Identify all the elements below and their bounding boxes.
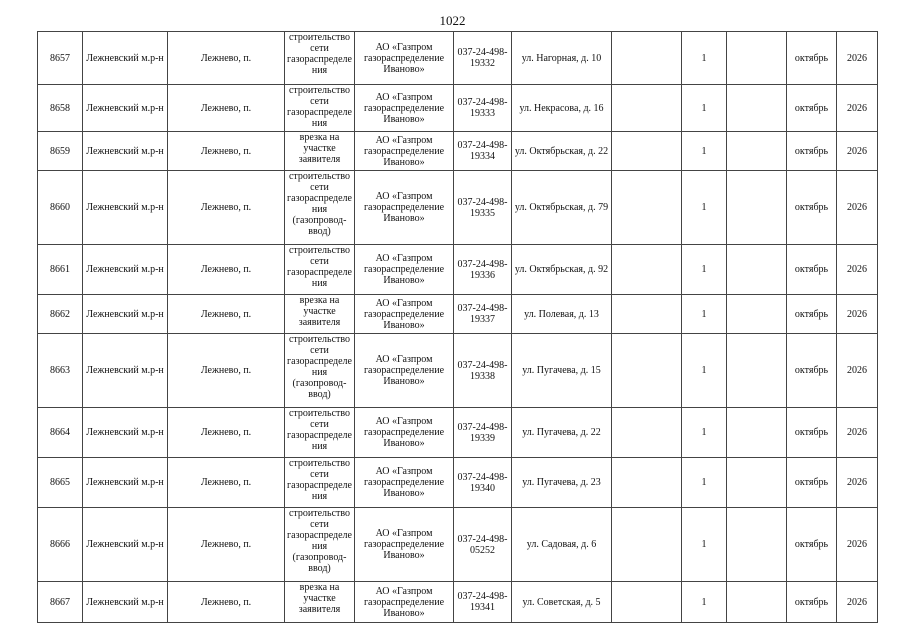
address-cell: ул. Пугачева, д. 15 — [512, 334, 612, 408]
locality-cell: Лежнево, п. — [168, 295, 285, 334]
quantity-cell: 1 — [682, 32, 727, 85]
row-number: 8657 — [38, 32, 83, 85]
quantity-cell: 1 — [682, 334, 727, 408]
month-cell: октябрь — [787, 508, 837, 582]
organization-cell: АО «Газпром газораспределение Иваново» — [355, 508, 454, 582]
object-code-cell: 037-24-498-19334 — [454, 132, 512, 171]
district-cell: Лежневский м.р-н — [83, 408, 168, 458]
organization-cell: АО «Газпром газораспределение Иваново» — [355, 295, 454, 334]
work-type-cell: строительство сети газораспределения — [285, 408, 355, 458]
month-cell: октябрь — [787, 85, 837, 132]
quantity-cell: 1 — [682, 508, 727, 582]
year-cell: 2026 — [837, 85, 878, 132]
empty-cell — [727, 582, 787, 623]
district-cell: Лежневский м.р-н — [83, 132, 168, 171]
quantity-cell: 1 — [682, 85, 727, 132]
district-cell: Лежневский м.р-н — [83, 295, 168, 334]
row-number: 8662 — [38, 295, 83, 334]
empty-cell — [612, 245, 682, 295]
address-cell: ул. Октябрьская, д. 22 — [512, 132, 612, 171]
district-cell: Лежневский м.р-н — [83, 245, 168, 295]
work-type-cell: врезка на участке заявителя — [285, 295, 355, 334]
quantity-cell: 1 — [682, 582, 727, 623]
empty-cell — [727, 458, 787, 508]
row-number: 8665 — [38, 458, 83, 508]
quantity-cell: 1 — [682, 408, 727, 458]
year-cell: 2026 — [837, 458, 878, 508]
empty-cell — [727, 295, 787, 334]
empty-cell — [612, 85, 682, 132]
object-code-cell: 037-24-498-19333 — [454, 85, 512, 132]
year-cell: 2026 — [837, 582, 878, 623]
quantity-cell: 1 — [682, 245, 727, 295]
empty-cell — [612, 132, 682, 171]
row-number: 8661 — [38, 245, 83, 295]
address-cell: ул. Нагорная, д. 10 — [512, 32, 612, 85]
locality-cell: Лежнево, п. — [168, 334, 285, 408]
work-type-cell: строительство сети газораспределения (газопровод-ввод) — [285, 171, 355, 245]
work-type-cell: строительство сети газораспределения — [285, 32, 355, 85]
month-cell: октябрь — [787, 245, 837, 295]
row-number: 8664 — [38, 408, 83, 458]
table-row — [38, 171, 878, 245]
empty-cell — [727, 408, 787, 458]
empty-cell — [727, 85, 787, 132]
table-row — [38, 32, 878, 85]
quantity-cell: 1 — [682, 171, 727, 245]
empty-cell — [612, 582, 682, 623]
empty-cell — [612, 295, 682, 334]
locality-cell: Лежнево, п. — [168, 508, 285, 582]
quantity-cell: 1 — [682, 132, 727, 171]
quantity-cell: 1 — [682, 458, 727, 508]
month-cell: октябрь — [787, 458, 837, 508]
empty-cell — [612, 508, 682, 582]
table-row — [38, 408, 878, 458]
object-code-cell: 037-24-498-19340 — [454, 458, 512, 508]
table-row — [38, 85, 878, 132]
address-cell: ул. Полевая, д. 13 — [512, 295, 612, 334]
table-row — [38, 132, 878, 171]
table-row — [38, 508, 878, 582]
locality-cell: Лежнево, п. — [168, 132, 285, 171]
locality-cell: Лежнево, п. — [168, 85, 285, 132]
work-type-cell: строительство сети газораспределения (газопровод-ввод) — [285, 334, 355, 408]
district-cell: Лежневский м.р-н — [83, 582, 168, 623]
empty-cell — [612, 334, 682, 408]
work-type-cell: строительство сети газораспределения (газопровод-ввод) — [285, 508, 355, 582]
table-row — [38, 582, 878, 623]
table-body — [38, 32, 878, 623]
month-cell: октябрь — [787, 32, 837, 85]
organization-cell: АО «Газпром газораспределение Иваново» — [355, 582, 454, 623]
year-cell: 2026 — [837, 132, 878, 171]
empty-cell — [612, 32, 682, 85]
address-cell: ул. Октябрьская, д. 79 — [512, 171, 612, 245]
data-table — [37, 31, 878, 623]
address-cell: ул. Советская, д. 5 — [512, 582, 612, 623]
district-cell: Лежневский м.р-н — [83, 85, 168, 132]
address-cell: ул. Некрасова, д. 16 — [512, 85, 612, 132]
table-row — [38, 295, 878, 334]
address-cell: ул. Садовая, д. 6 — [512, 508, 612, 582]
table-row — [38, 334, 878, 408]
organization-cell: АО «Газпром газораспределение Иваново» — [355, 245, 454, 295]
year-cell: 2026 — [837, 508, 878, 582]
locality-cell: Лежнево, п. — [168, 408, 285, 458]
year-cell: 2026 — [837, 295, 878, 334]
object-code-cell: 037-24-498-19338 — [454, 334, 512, 408]
month-cell: октябрь — [787, 132, 837, 171]
year-cell: 2026 — [837, 171, 878, 245]
locality-cell: Лежнево, п. — [168, 458, 285, 508]
row-number: 8659 — [38, 132, 83, 171]
organization-cell: АО «Газпром газораспределение Иваново» — [355, 132, 454, 171]
empty-cell — [727, 32, 787, 85]
row-number: 8667 — [38, 582, 83, 623]
table-row — [38, 458, 878, 508]
work-type-cell: врезка на участке заявителя — [285, 132, 355, 171]
year-cell: 2026 — [837, 32, 878, 85]
organization-cell: АО «Газпром газораспределение Иваново» — [355, 334, 454, 408]
empty-cell — [727, 245, 787, 295]
work-type-cell: строительство сети газораспределения — [285, 458, 355, 508]
address-cell: ул. Октябрьская, д. 92 — [512, 245, 612, 295]
quantity-cell: 1 — [682, 295, 727, 334]
address-cell: ул. Пугачева, д. 22 — [512, 408, 612, 458]
month-cell: октябрь — [787, 295, 837, 334]
object-code-cell: 037-24-498-19332 — [454, 32, 512, 85]
empty-cell — [727, 508, 787, 582]
row-number: 8658 — [38, 85, 83, 132]
empty-cell — [612, 408, 682, 458]
organization-cell: АО «Газпром газораспределение Иваново» — [355, 171, 454, 245]
work-type-cell: врезка на участке заявителя — [285, 582, 355, 623]
object-code-cell: 037-24-498-19339 — [454, 408, 512, 458]
row-number: 8666 — [38, 508, 83, 582]
page-number: 1022 — [439, 13, 466, 28]
district-cell: Лежневский м.р-н — [83, 334, 168, 408]
organization-cell: АО «Газпром газораспределение Иваново» — [355, 85, 454, 132]
year-cell: 2026 — [837, 245, 878, 295]
organization-cell: АО «Газпром газораспределение Иваново» — [355, 458, 454, 508]
work-type-cell: строительство сети газораспределения — [285, 85, 355, 132]
address-cell: ул. Пугачева, д. 23 — [512, 458, 612, 508]
organization-cell: АО «Газпром газораспределение Иваново» — [355, 32, 454, 85]
month-cell: октябрь — [787, 582, 837, 623]
row-number: 8663 — [38, 334, 83, 408]
locality-cell: Лежнево, п. — [168, 245, 285, 295]
object-code-cell: 037-24-498-19336 — [454, 245, 512, 295]
locality-cell: Лежнево, п. — [168, 32, 285, 85]
district-cell: Лежневский м.р-н — [83, 171, 168, 245]
row-number: 8660 — [38, 171, 83, 245]
object-code-cell: 037-24-498-05252 — [454, 508, 512, 582]
locality-cell: Лежнево, п. — [168, 582, 285, 623]
object-code-cell: 037-24-498-19337 — [454, 295, 512, 334]
work-type-cell: строительство сети газораспределения — [285, 245, 355, 295]
empty-cell — [727, 334, 787, 408]
empty-cell — [612, 458, 682, 508]
locality-cell: Лежнево, п. — [168, 171, 285, 245]
district-cell: Лежневский м.р-н — [83, 458, 168, 508]
month-cell: октябрь — [787, 408, 837, 458]
object-code-cell: 037-24-498-19335 — [454, 171, 512, 245]
empty-cell — [727, 132, 787, 171]
object-code-cell: 037-24-498-19341 — [454, 582, 512, 623]
empty-cell — [612, 171, 682, 245]
organization-cell: АО «Газпром газораспределение Иваново» — [355, 408, 454, 458]
year-cell: 2026 — [837, 334, 878, 408]
table-row — [38, 245, 878, 295]
district-cell: Лежневский м.р-н — [83, 32, 168, 85]
empty-cell — [727, 171, 787, 245]
district-cell: Лежневский м.р-н — [83, 508, 168, 582]
month-cell: октябрь — [787, 171, 837, 245]
year-cell: 2026 — [837, 408, 878, 458]
month-cell: октябрь — [787, 334, 837, 408]
